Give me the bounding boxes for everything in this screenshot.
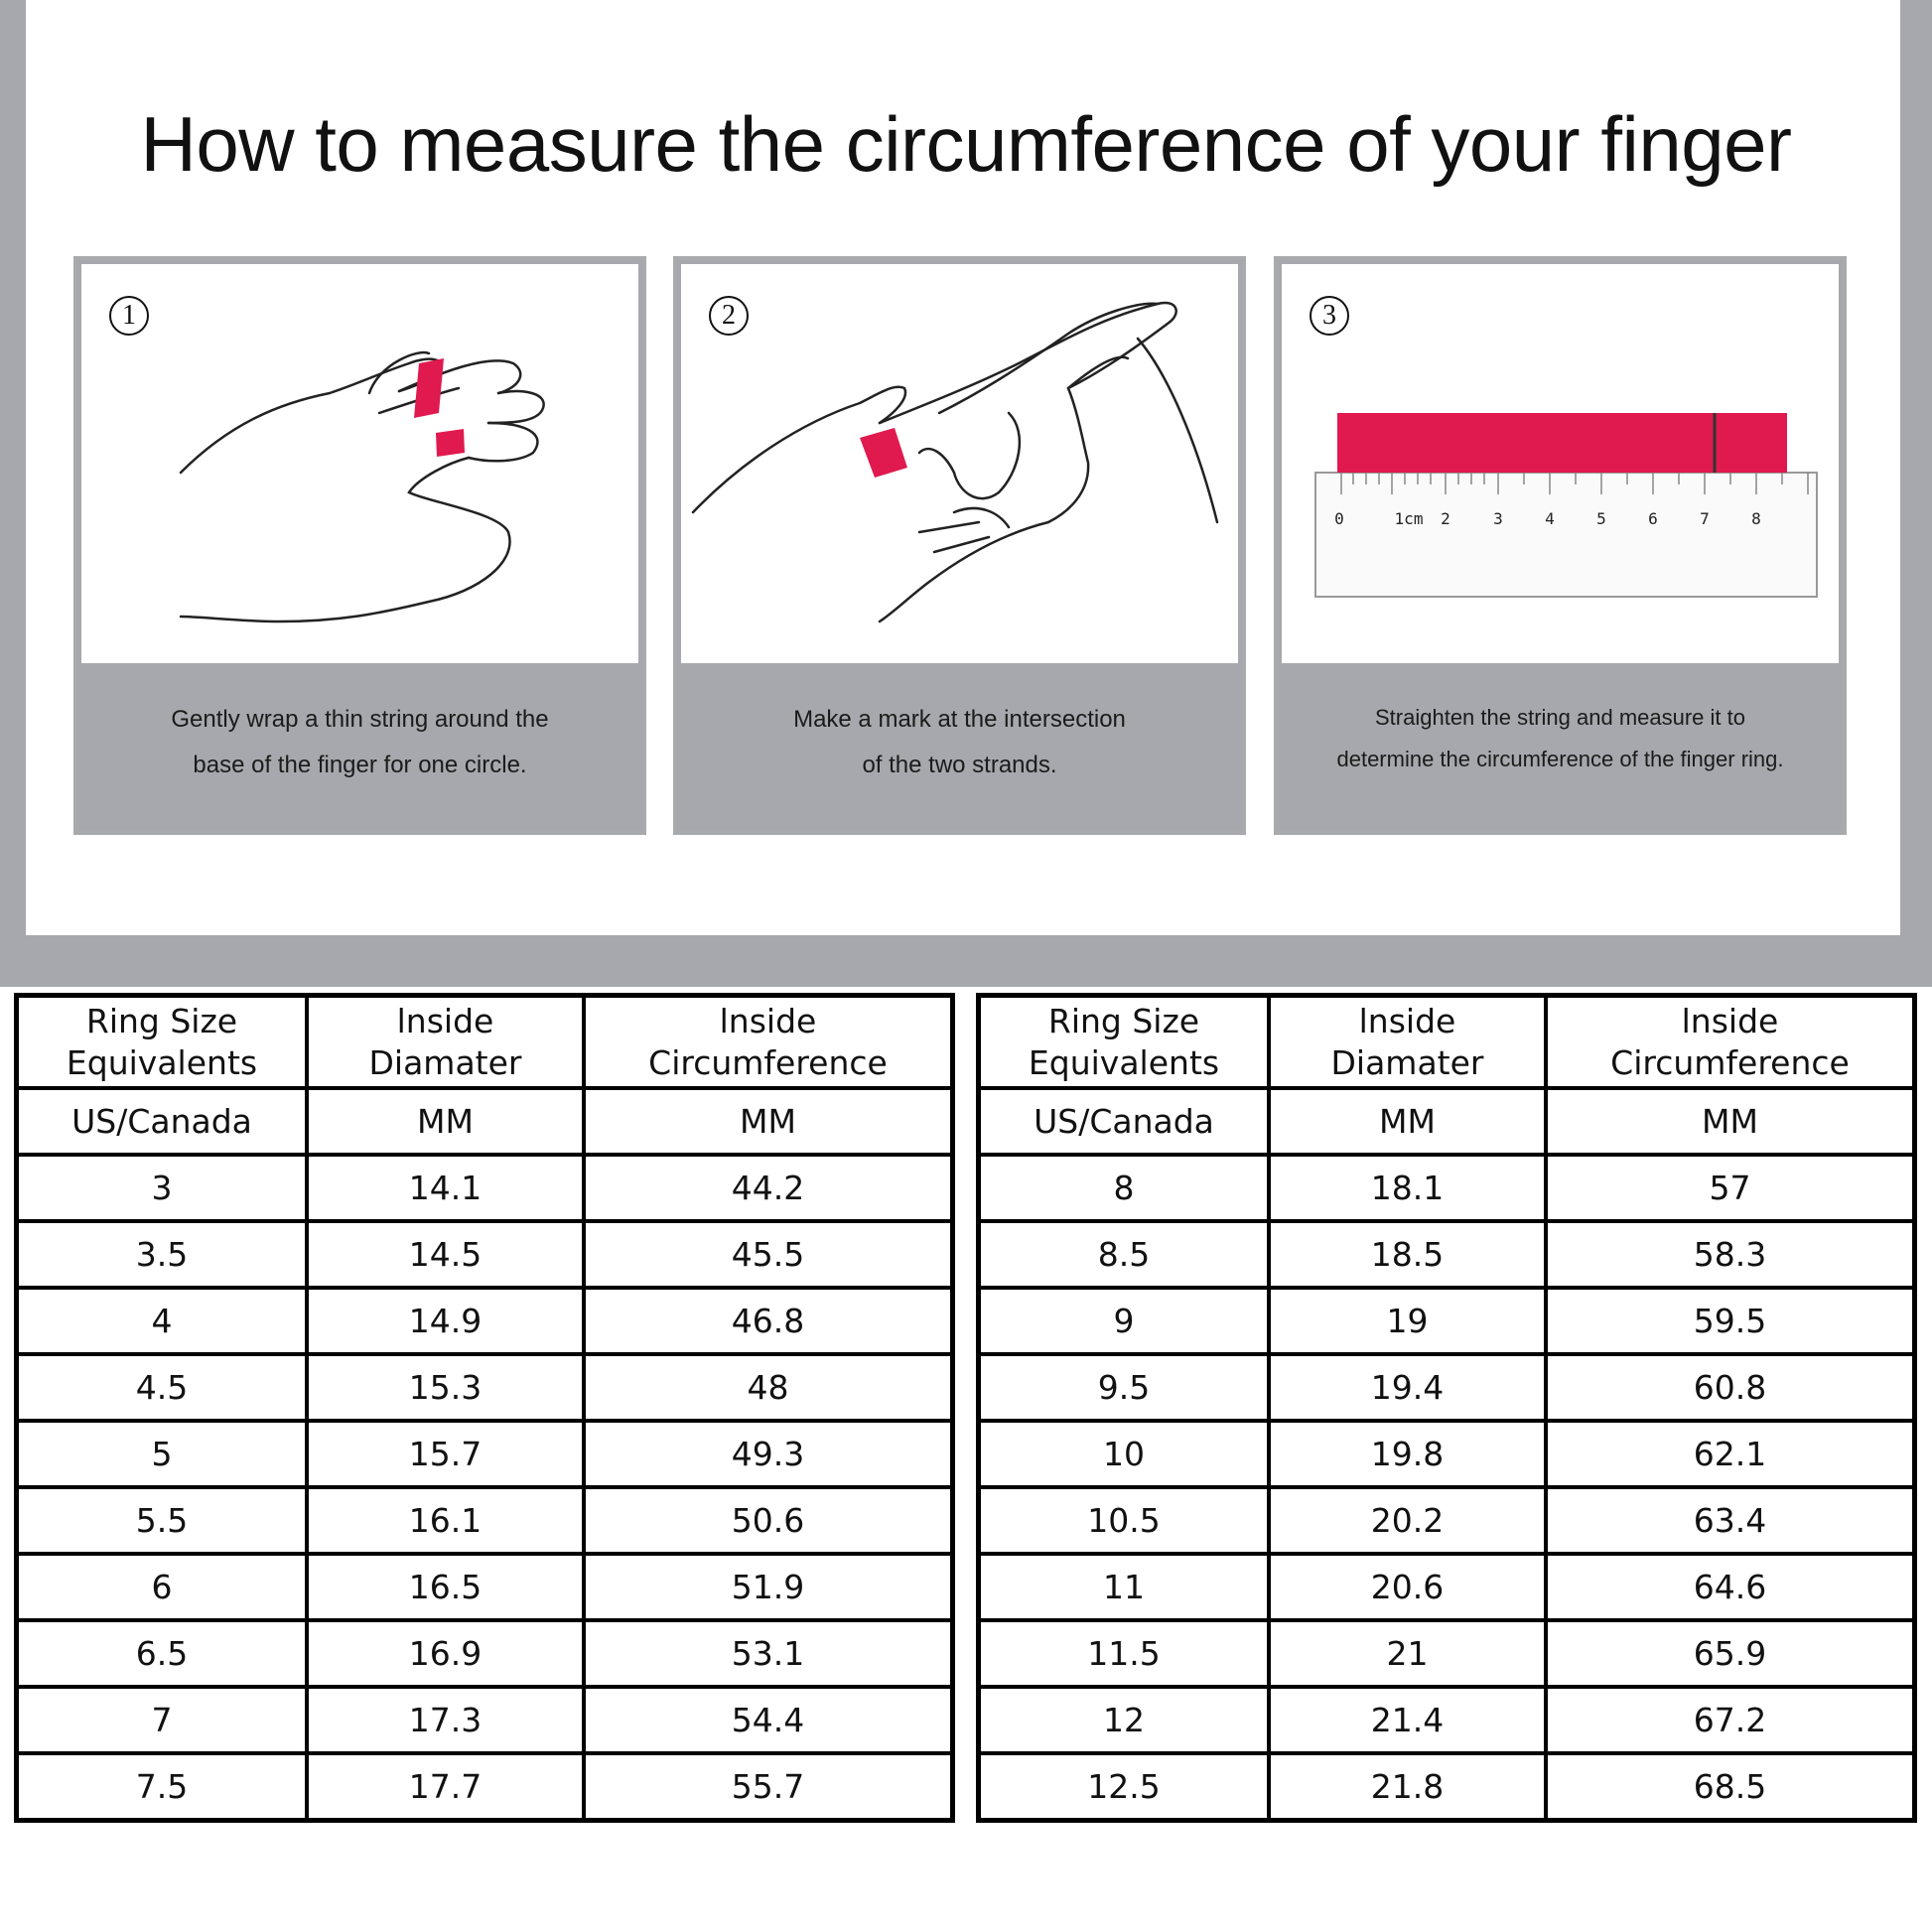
table-cell: 20.2 [1269, 1487, 1546, 1554]
caption-line: Gently wrap a thin string around the [171, 706, 549, 733]
ruler-label: 0 [1334, 509, 1344, 528]
table-cell: 7.5 [17, 1753, 308, 1821]
table-cell: 4.5 [17, 1354, 308, 1421]
column-header [584, 996, 953, 1089]
table-cell: 21.4 [1269, 1687, 1546, 1753]
table-cell: 60.8 [1546, 1354, 1915, 1421]
column-header [979, 996, 1270, 1089]
ring-size-table-right [976, 993, 1917, 1823]
table-cell: 65.9 [1546, 1620, 1915, 1687]
ruler-label: 1cm [1394, 509, 1424, 528]
step-panel-1 [73, 256, 646, 835]
table-cell: 18.1 [1269, 1155, 1546, 1221]
unit-cell: MM [1546, 1088, 1915, 1155]
table-cell: 7 [17, 1687, 308, 1753]
ruler-label: 3 [1493, 509, 1503, 528]
table-unit-row [17, 1088, 953, 1155]
table-cell: 51.9 [584, 1554, 953, 1620]
table-cell: 4 [17, 1288, 308, 1354]
column-header [1269, 996, 1546, 1089]
table-cell: 46.8 [584, 1288, 953, 1354]
caption-line: Straighten the string and measure it to [1375, 705, 1745, 730]
table-cell: 21 [1269, 1620, 1546, 1687]
table-row [979, 1620, 1915, 1687]
pen-marking-icon [681, 264, 1238, 663]
table-row [979, 1753, 1915, 1821]
table-row [17, 1288, 953, 1354]
table-cell: 62.1 [1546, 1421, 1915, 1487]
column-header-line: Equivalents [1028, 1042, 1220, 1082]
step-1-caption [77, 697, 642, 788]
table-row [979, 1487, 1915, 1554]
table-cell: 17.3 [307, 1687, 584, 1753]
step-number-badge: 2 [709, 296, 749, 336]
table-row [17, 1221, 953, 1288]
table-row [979, 1288, 1915, 1354]
table-cell: 8 [979, 1155, 1270, 1221]
step-number-badge: 1 [109, 296, 149, 336]
table-cell: 14.9 [307, 1288, 584, 1354]
table-cell: 11 [979, 1554, 1270, 1620]
ruler-label: 6 [1648, 509, 1658, 528]
table-cell: 68.5 [1546, 1753, 1915, 1821]
ring-size-table-left [14, 993, 955, 1823]
table-row [979, 1421, 1915, 1487]
table-cell: 9.5 [979, 1354, 1270, 1421]
table-cell: 54.4 [584, 1687, 953, 1753]
table-row [17, 1354, 953, 1421]
table-cell: 3.5 [17, 1221, 308, 1288]
table-cell: 15.7 [307, 1421, 584, 1487]
table-cell: 19.4 [1269, 1354, 1546, 1421]
table-cell: 11.5 [979, 1620, 1270, 1687]
table-row [979, 1221, 1915, 1288]
table-cell: 10 [979, 1421, 1270, 1487]
unit-cell: US/Canada [17, 1088, 308, 1155]
table-cell: 55.7 [584, 1753, 953, 1821]
hand-wrap-icon [81, 264, 638, 663]
table-cell: 45.5 [584, 1221, 953, 1288]
table-cell: 49.3 [584, 1421, 953, 1487]
ruler-label: 7 [1700, 509, 1710, 528]
column-header-line: lnside [1358, 1001, 1456, 1040]
table-cell: 5 [17, 1421, 308, 1487]
ruler-label: 8 [1751, 509, 1761, 528]
table-cell: 59.5 [1546, 1288, 1915, 1354]
table-cell: 6 [17, 1554, 308, 1620]
step-panel-2 [673, 256, 1246, 835]
table-cell: 50.6 [584, 1487, 953, 1554]
page-title: How to measure the circumference of your finger [140, 100, 1792, 188]
unit-cell: MM [307, 1088, 584, 1155]
table-cell: 10.5 [979, 1487, 1270, 1554]
table-row [17, 1155, 953, 1221]
table-cell: 20.6 [1269, 1554, 1546, 1620]
table-cell: 19.8 [1269, 1421, 1546, 1487]
caption-line: of the two strands. [862, 752, 1057, 778]
table-cell: 57 [1546, 1155, 1915, 1221]
step-3-caption [1278, 697, 1843, 780]
table-row [979, 1354, 1915, 1421]
table-cell: 14.5 [307, 1221, 584, 1288]
table-row [17, 1687, 953, 1753]
table-row [17, 1554, 953, 1620]
column-header-line: lnside [1681, 1001, 1779, 1040]
column-header-line: Diamater [1330, 1042, 1484, 1082]
column-header-line: Equivalents [66, 1042, 258, 1082]
table-cell: 19 [1269, 1288, 1546, 1354]
table-row [17, 1753, 953, 1821]
table-cell: 9 [979, 1288, 1270, 1354]
table-row [979, 1554, 1915, 1620]
column-header-line: Circumference [648, 1042, 888, 1082]
table-cell: 16.1 [307, 1487, 584, 1554]
unit-cell: US/Canada [979, 1088, 1270, 1155]
table-cell: 67.2 [1546, 1687, 1915, 1753]
column-header-line: Ring Size [1047, 1001, 1200, 1040]
unit-cell: MM [1269, 1088, 1546, 1155]
ruler-label: 5 [1596, 509, 1606, 528]
table-cell: 12 [979, 1687, 1270, 1753]
table-cell: 21.8 [1269, 1753, 1546, 1821]
step-panel-3 [1274, 256, 1847, 835]
table-cell: 18.5 [1269, 1221, 1546, 1288]
table-cell: 48 [584, 1354, 953, 1421]
table-row [17, 1421, 953, 1487]
ruler-label: 4 [1545, 509, 1555, 528]
unit-cell: MM [584, 1088, 953, 1155]
caption-line: base of the finger for one circle. [193, 752, 527, 778]
table-cell: 16.5 [307, 1554, 584, 1620]
table-cell: 63.4 [1546, 1487, 1915, 1554]
table-header-row [979, 996, 1915, 1089]
table-cell: 64.6 [1546, 1554, 1915, 1620]
table-cell: 58.3 [1546, 1221, 1915, 1288]
column-header [307, 996, 584, 1089]
caption-line: determine the circumference of the finger ring. [1336, 747, 1784, 771]
table-row [17, 1487, 953, 1554]
column-header-line: Diamater [368, 1042, 522, 1082]
column-header [1546, 996, 1915, 1089]
ruler-label: 2 [1441, 509, 1450, 528]
table-header-row [17, 996, 953, 1089]
table-cell: 17.7 [307, 1753, 584, 1821]
column-header-line: Ring Size [85, 1001, 238, 1040]
column-header-line: Circumference [1610, 1042, 1850, 1082]
step-2-illustration [681, 264, 1238, 663]
table-row [979, 1155, 1915, 1221]
table-cell: 3 [17, 1155, 308, 1221]
table-cell: 15.3 [307, 1354, 584, 1421]
table-cell: 53.1 [584, 1620, 953, 1687]
table-row [17, 1620, 953, 1687]
table-cell: 5.5 [17, 1487, 308, 1554]
table-cell: 8.5 [979, 1221, 1270, 1288]
table-row [979, 1687, 1915, 1753]
ruler-icon [1282, 264, 1839, 663]
table-cell: 12.5 [979, 1753, 1270, 1821]
step-2-caption [677, 697, 1242, 788]
column-header [17, 996, 308, 1089]
step-3-illustration [1282, 264, 1839, 663]
column-header-line: lnside [719, 1001, 817, 1040]
table-cell: 14.1 [307, 1155, 584, 1221]
column-header-line: lnside [396, 1001, 494, 1040]
table-cell: 44.2 [584, 1155, 953, 1221]
table-cell: 6.5 [17, 1620, 308, 1687]
table-cell: 16.9 [307, 1620, 584, 1687]
step-1-illustration [81, 264, 638, 663]
caption-line: Make a mark at the intersection [793, 706, 1126, 733]
table-unit-row [979, 1088, 1915, 1155]
step-number-badge: 3 [1310, 296, 1349, 336]
